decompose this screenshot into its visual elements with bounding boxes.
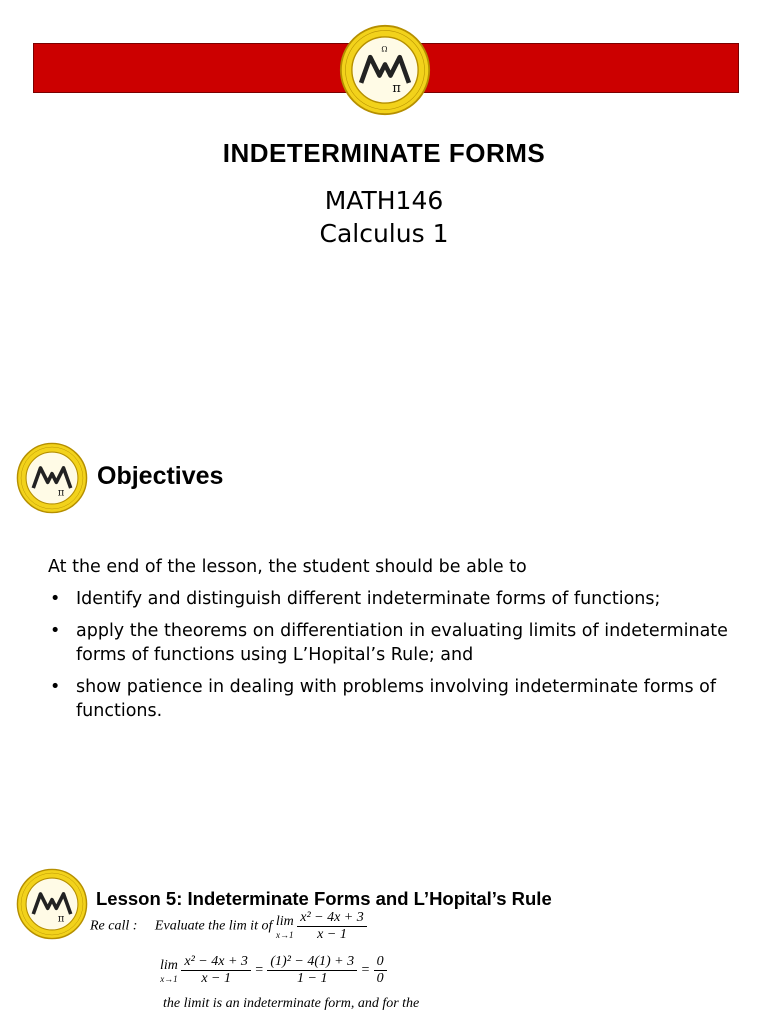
objective-item: • Identify and distinguish different indeterminate forms of functions; — [48, 587, 738, 611]
objectives-list — [48, 587, 738, 723]
lesson-heading: Lesson 5: Indeterminate Forms and L’Hopital’s Rule — [96, 888, 552, 909]
lim-subscript: x→1 — [276, 929, 294, 940]
recall-text: Evaluate the lim it of — [154, 918, 273, 934]
course-name: Calculus 1 — [319, 219, 449, 248]
limit-fraction — [297, 910, 367, 943]
substituted-numerator: (1)² − 4(1) + 3 — [267, 954, 357, 971]
objectives-body — [48, 555, 738, 731]
department-seal-icon — [339, 24, 431, 116]
presentation-title: INDETERMINATE FORMS — [222, 138, 546, 168]
limit-fraction — [181, 954, 251, 987]
result-fraction — [374, 954, 387, 987]
objectives-heading: Objectives — [97, 462, 224, 490]
lim-subscript: x→1 — [160, 973, 178, 984]
fraction-numerator: x² − 4x + 3 — [297, 910, 367, 927]
svg-text:π: π — [57, 913, 65, 925]
lim-text: lim — [275, 913, 294, 929]
result-numerator: 0 — [374, 954, 387, 971]
objectives-intro: At the end of the lesson, the student should be able to — [48, 557, 527, 577]
equals-sign: = — [360, 962, 371, 978]
objective-item: • apply the theorems on differentiation in evaluating limits of indeterminate forms of functions using L’Hopital’s Rule; and — [48, 619, 738, 667]
limit-operator — [276, 914, 294, 940]
conclusion-line: the limit is an indeterminate form, and for the — [163, 996, 420, 1011]
limit-operator — [160, 958, 178, 984]
result-denominator: 0 — [376, 971, 384, 986]
department-seal-icon — [16, 868, 88, 940]
course-code: MATH146 — [324, 186, 444, 215]
svg-text:π: π — [392, 81, 401, 97]
fraction-numerator: x² − 4x + 3 — [181, 954, 251, 971]
title-slide — [0, 0, 768, 400]
substituted-denominator: 1 − 1 — [297, 971, 328, 986]
objectives-slide — [0, 415, 768, 825]
substitution-line — [160, 954, 387, 987]
fraction-denominator: x − 1 — [201, 971, 231, 986]
lim-text: lim — [160, 957, 178, 973]
substituted-fraction — [267, 954, 357, 987]
objective-item: • show patience in dealing with problems involving indeterminate forms of functions. — [48, 675, 738, 723]
fraction-denominator: x − 1 — [317, 927, 347, 942]
recall-line — [90, 910, 367, 943]
department-seal-icon — [16, 442, 88, 514]
svg-text:π: π — [57, 487, 65, 499]
lesson-slide — [0, 830, 768, 1024]
svg-text:Ω: Ω — [381, 44, 388, 54]
recall-label: Re call : — [90, 918, 138, 934]
equals-sign: = — [254, 962, 264, 978]
